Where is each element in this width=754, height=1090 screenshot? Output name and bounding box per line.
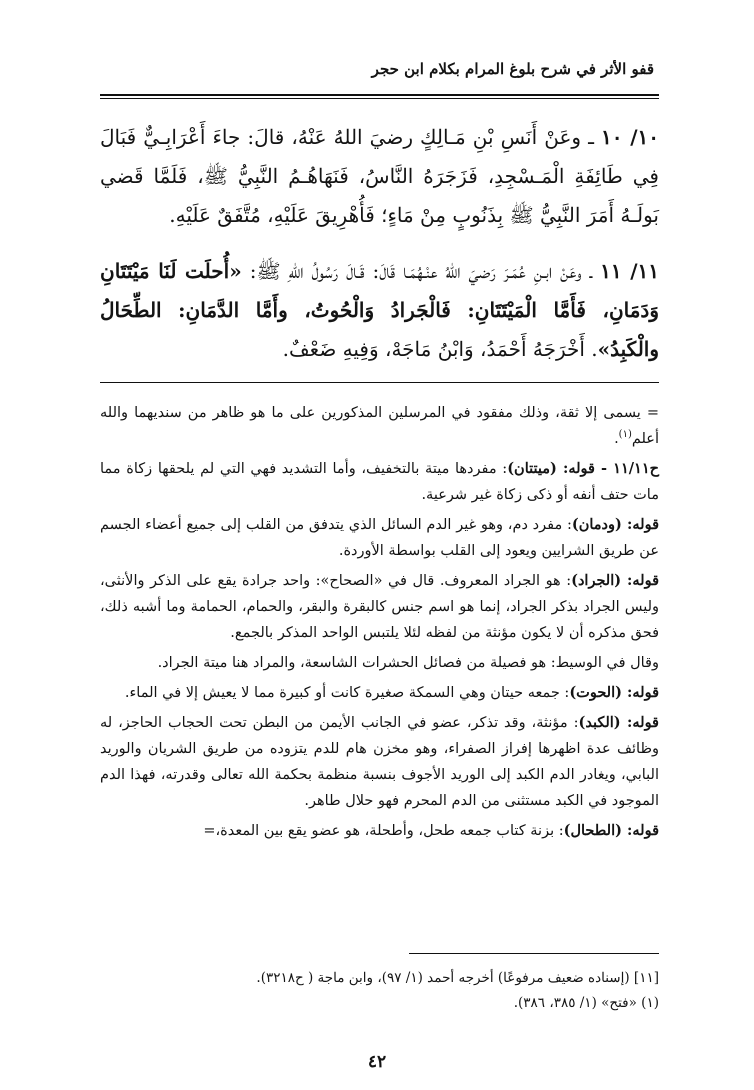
note-text: : هو الجراد المعروف. قال في «الصحاح»: واحد جرادة يقع على الذكر والأنثى، وليس الجراد بذكر الجراد، إنما هو اسم جنس كالبقرة والبقر، والحمام، الحمامة وما أشبه ذلك، فحق مذكره أن لا يكون مؤنثة من لفظه لئلا يلتبس الواحد المذكر بالجمع. — [100, 573, 659, 641]
commentary-paragraph — [100, 512, 659, 564]
commentary-paragraph — [100, 680, 659, 706]
hadith-number: ١١/ ١١ — [600, 259, 659, 283]
footnote-separator — [409, 953, 659, 954]
page-number: ٤٢ — [367, 1052, 387, 1072]
commentary-separator — [100, 382, 659, 383]
note-label: قوله: (الجراد) — [571, 572, 660, 589]
note-label: قوله: (ودمان) — [571, 516, 660, 533]
note-text: : مفردها ميتة بالتخفيف، وأما التشديد فهي التي لم يلحقها زكاة مما مات حتف أنفه أو ذكى زكاة غير شرعية. — [100, 461, 659, 503]
hadith-quote: «أُحلَت لَنَا مَيْتَتَانِ وَدَمَانِ، فَأَمَّا الْمَيْتَتَانِ: فَالْجَرادُ وَالْحُوتُ، وأَمَّا الدَّمَانِ: الطِّحَالُ والْكَبِدُ» — [100, 259, 659, 361]
header-rule — [100, 94, 659, 99]
commentary-paragraph — [100, 710, 659, 814]
footnote: (١) «فتح» (١/ ٣٨٥، ٣٨٦). — [513, 995, 659, 1011]
commentary-paragraph — [100, 818, 659, 844]
note-label: ح١١/١١ - قوله: (ميتتان) — [507, 460, 659, 477]
note-text: وقال في الوسيط: هو فصيلة من فصائل الحشرات الشاسعة، والمراد هنا ميتة الجراد. — [157, 655, 659, 671]
note-text: : مؤنثة، وقد تذكر، عضو في الجانب الأيمن من البطن تحت الحجاب الحاجز، له وظائف عدة اظهرها إفراز الصفراء، وهو مخزن هام للدم يتزوده من طريق الشريان والوريد البابي، ويغادر الدم الكبد إلى الوريد الأجوف بنسبة منظمة بحكمة الله تعالى وقدرته، فهذا الدم الموجود في الكبد مستثنى من الدم المحرم فهو حلال طاهر. — [100, 715, 659, 809]
hadith-source: . أَخْرَجَهُ أَحْمَدُ، وَابْنُ مَاجَهْ، وَفِيهِ ضَعْفٌ. — [282, 337, 598, 361]
footnote-ref: (١) — [618, 429, 632, 441]
note-label: قوله: (الكبد) — [578, 714, 659, 731]
commentary — [100, 400, 659, 848]
footnote: [١١] (إسناده ضعيف مرفوعًا) أخرجه أحمد (١/ ٩٧)، وابن ماجة ( ح٣٢١٨). — [256, 970, 659, 986]
footnotes — [100, 966, 659, 1016]
hadith-number: ١٠/ ١٠ — [601, 125, 659, 149]
commentary-paragraph — [100, 456, 659, 508]
commentary-paragraph: = يسمى إلا ثقة، وذلك مفقود في المرسلين المذكورين على ما هو ظاهر من سنديهما والله أعلم$^{(١)}$. — [100, 405, 659, 447]
running-title: قفو الأثر في شرح بلوغ المرام بكلام ابن حجر — [371, 60, 654, 78]
note-text: : مفرد دم، وهو غير الدم السائل الذي يتدفق من القلب إلى جميع أعضاء الجسم عن طريق الشرايين ويعود إلى القلب بواسطة الأوردة. — [100, 517, 659, 559]
note-text: = يسمى إلا ثقة، وذلك مفقود في المرسلين المذكورين على ما هو ظاهر من سنديهما والله أعلم — [100, 405, 659, 447]
commentary-paragraph — [100, 568, 659, 646]
commentary-paragraph — [100, 650, 659, 676]
note-text: : جمعه حيتان وهي السمكة صغيرة كانت أو كبيرة مما لا يعيش إلا في الماء. — [124, 685, 570, 701]
hadith-text: ـ وعَنْ أَنَسِ بْنِ مَـالِكٍ رضيَ اللهُ عَنْهُ، قالَ: جاءَ أَعْرَابِـيٌّ فَبَالَ فِي طَائِفَةِ الْمَـسْجِدِ، فَزَجَرَهُ النَّاسُ، فَنَهَاهُـمُ النَّبِيُّ ﷺ، فَلَمَّا قَضي بَولَـهُ أَمَرَ النَّبِيُّ ﷺ بِذَنُوبٍ مِنْ مَاءٍ؛ فَأُهْرِيقَ عَلَيْهِ، مُتَّفَقٌ عَلَيْهِ. — [100, 125, 659, 227]
hadith-10 — [100, 118, 659, 235]
hadith-text: ـ وعَنْ ابـنِ عُمَـرَ رَضيَ اللهُ عنْـهُمَـا قَالَ: قَـالَ رَسُولُ اللهِ ﷺ: — [249, 259, 593, 283]
note-label: قوله: (الحوت) — [569, 684, 659, 701]
note-text: : بزنة كتاب جمعه طحل، وأطحلة، هو عضو يقع بين المعدة،= — [203, 823, 564, 839]
hadith-11 — [100, 252, 659, 369]
note-label: قوله: (الطحال) — [563, 822, 659, 839]
